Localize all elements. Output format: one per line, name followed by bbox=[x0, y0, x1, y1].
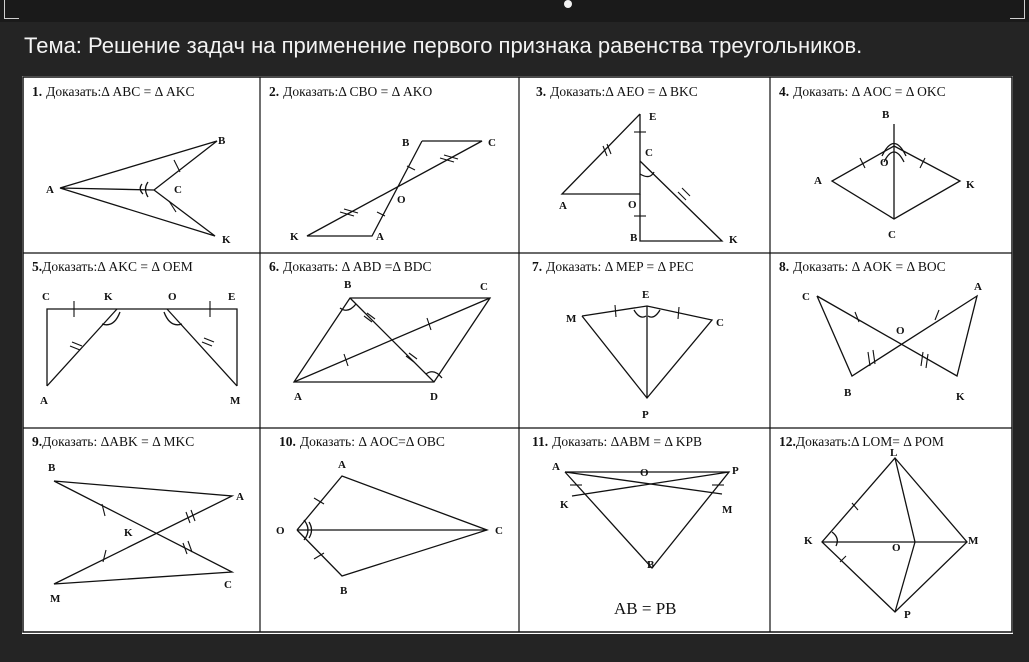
worksheet-grid bbox=[22, 76, 1013, 634]
vertex-label: A bbox=[552, 461, 560, 473]
vertex-label: C bbox=[716, 317, 724, 329]
task-7 bbox=[532, 259, 724, 421]
vertex-label: B bbox=[844, 387, 852, 399]
vertex-label: O bbox=[276, 525, 285, 537]
vertex-label: K bbox=[956, 391, 965, 403]
vertex-label: B bbox=[402, 137, 410, 149]
worksheet bbox=[22, 76, 1013, 634]
vertex-label: A bbox=[40, 395, 48, 407]
vertex-label: O bbox=[896, 325, 905, 337]
task-title bbox=[269, 259, 431, 274]
vertex-label: E bbox=[649, 111, 657, 123]
vertex-label: C bbox=[224, 579, 232, 591]
task-title-part: 7. bbox=[532, 259, 543, 274]
vertex-label: C bbox=[480, 281, 488, 293]
vertex-label: B bbox=[218, 135, 226, 147]
task-title bbox=[32, 434, 194, 449]
task-2 bbox=[269, 84, 496, 243]
task-title-part: Доказать: ΔABK = Δ MKC bbox=[42, 434, 195, 449]
task-title-part: 12. bbox=[779, 434, 796, 449]
task-3 bbox=[536, 84, 738, 246]
task-1-number: 1. bbox=[32, 84, 43, 99]
page-title: Тема: Решение задач на применение первого признака равенства треугольников. bbox=[24, 33, 863, 58]
task-9-figure bbox=[54, 481, 232, 584]
task-title bbox=[779, 84, 946, 99]
task-title-part: 8. bbox=[779, 259, 790, 274]
task-title-part: 5. bbox=[32, 259, 43, 274]
task-title-part: Доказать: ΔABM = Δ KPB bbox=[552, 434, 702, 449]
task-1-statement: Доказать:Δ ABC = Δ AKC bbox=[46, 84, 195, 99]
task-6-figure bbox=[294, 298, 490, 382]
task-title bbox=[536, 84, 698, 99]
task-3-figure bbox=[562, 114, 722, 241]
vertex-label: E bbox=[228, 291, 236, 303]
task-4 bbox=[779, 84, 975, 241]
vertex-label: A bbox=[974, 281, 982, 293]
task-title-part: Доказать:Δ AEO = Δ BKC bbox=[550, 84, 698, 99]
vertex-label: P bbox=[642, 409, 649, 421]
vertex-label: B bbox=[882, 109, 890, 121]
task-5 bbox=[32, 259, 241, 407]
vertex-label: M bbox=[50, 593, 61, 605]
vertex-label: C bbox=[495, 525, 503, 537]
task-11 bbox=[532, 434, 739, 618]
task-12 bbox=[779, 434, 979, 621]
task-title-part: 2. bbox=[269, 84, 280, 99]
vertex-label: K bbox=[804, 535, 813, 547]
task-title-part: Доказать: Δ ABD =Δ BDC bbox=[283, 259, 432, 274]
vertex-label: C bbox=[802, 291, 810, 303]
vertex-label: C bbox=[488, 137, 496, 149]
task-title-part: 9. bbox=[32, 434, 43, 449]
vertex-label: K bbox=[290, 231, 299, 243]
vertex-label: B bbox=[344, 279, 352, 291]
vertex-label: K bbox=[222, 234, 231, 246]
vertex-label: O bbox=[628, 199, 637, 211]
task-2-figure bbox=[307, 141, 482, 236]
grid-lines bbox=[23, 77, 1012, 632]
task-title bbox=[779, 259, 946, 274]
task-title-part: Доказать: Δ AOC = Δ OKC bbox=[793, 84, 946, 99]
vertex-label: E bbox=[642, 289, 650, 301]
vertex-label: M bbox=[968, 535, 979, 547]
vertex-label: B bbox=[630, 232, 638, 244]
vertex-label: A bbox=[46, 184, 54, 196]
vertex-label: B bbox=[647, 559, 655, 571]
task-8 bbox=[779, 259, 982, 403]
task-11-figure bbox=[565, 472, 729, 568]
task-title bbox=[279, 434, 445, 449]
task-11-condition: AB = PB bbox=[614, 599, 677, 618]
task-9 bbox=[32, 434, 244, 605]
task-title-part: 11. bbox=[532, 434, 549, 449]
vertex-label: A bbox=[338, 459, 346, 471]
vertex-label: K bbox=[104, 291, 113, 303]
vertex-label: M bbox=[566, 313, 577, 325]
task-title-part: Доказать: Δ MEP = Δ PEC bbox=[546, 259, 694, 274]
task-title-part: Доказать: Δ AOK = Δ BOC bbox=[793, 259, 946, 274]
task-title-part: 10. bbox=[279, 434, 296, 449]
vertex-label: O bbox=[168, 291, 177, 303]
task-title-part: Доказать: Δ AOC=Δ OBC bbox=[299, 434, 445, 449]
vertex-label: K bbox=[966, 179, 975, 191]
vertex-label: M bbox=[722, 504, 733, 516]
vertex-label: L bbox=[890, 447, 898, 459]
task-title-part: 6. bbox=[269, 259, 280, 274]
task-title bbox=[532, 259, 694, 274]
vertex-label: O bbox=[397, 194, 406, 206]
frame-corner-left bbox=[4, 0, 19, 19]
vertex-label: A bbox=[294, 391, 302, 403]
task-12-figure bbox=[822, 458, 967, 612]
task-4-figure bbox=[832, 124, 960, 219]
task-title bbox=[32, 259, 193, 274]
vertex-label: C bbox=[42, 291, 50, 303]
task-title bbox=[269, 84, 432, 99]
top-bar bbox=[0, 0, 1029, 22]
vertex-label: B bbox=[340, 585, 348, 597]
task-6 bbox=[269, 259, 490, 403]
vertex-label: C bbox=[174, 184, 182, 196]
vertex-label: A bbox=[376, 231, 384, 243]
vertex-label: P bbox=[732, 465, 739, 477]
vertex-label: A bbox=[236, 491, 244, 503]
task-title-part: 3. bbox=[536, 84, 547, 99]
vertex-label: O bbox=[640, 467, 649, 479]
vertex-label: P bbox=[904, 609, 911, 621]
task-10 bbox=[276, 434, 503, 597]
vertex-label: O bbox=[880, 157, 889, 169]
vertex-label: A bbox=[559, 200, 567, 212]
task-title-part: Доказать:Δ CBO = Δ AKO bbox=[283, 84, 433, 99]
task-7-figure bbox=[582, 305, 712, 398]
task-1-figure bbox=[60, 141, 217, 236]
vertex-label: A bbox=[814, 175, 822, 187]
task-title-part: 4. bbox=[779, 84, 790, 99]
vertex-label: K bbox=[124, 527, 133, 539]
task-title bbox=[32, 84, 194, 99]
task-title-part: Доказать:Δ LOM= Δ POM bbox=[795, 434, 944, 449]
task-title-part: Доказать:Δ AKC = Δ OEM bbox=[42, 259, 193, 274]
task-title bbox=[779, 434, 944, 449]
vertex-label: B bbox=[48, 462, 56, 474]
vertex-label: K bbox=[560, 499, 569, 511]
task-1 bbox=[32, 84, 231, 246]
frame-corner-right bbox=[1010, 0, 1025, 19]
vertex-label: D bbox=[430, 391, 438, 403]
vertex-label: O bbox=[892, 542, 901, 554]
vertex-label: M bbox=[230, 395, 241, 407]
indicator-dot bbox=[564, 0, 572, 8]
task-5-figure bbox=[47, 301, 237, 386]
vertex-label: C bbox=[645, 147, 653, 159]
vertex-label: C bbox=[888, 229, 896, 241]
task-10-figure bbox=[297, 476, 487, 576]
task-title bbox=[532, 434, 702, 449]
vertex-label: K bbox=[729, 234, 738, 246]
